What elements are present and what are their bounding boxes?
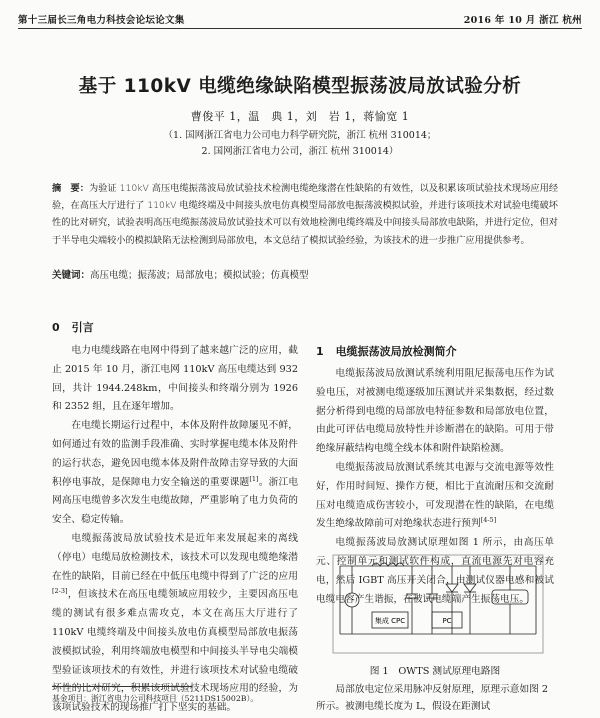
affiliation-1: （1. 国网浙江省电力公司电力科学研究院，浙江 杭州 310014； [163,130,437,141]
funding-footnote: 基金项目：浙江省电力公司科技项目（5211DS15002B）。 [52,694,259,703]
citation: [2-3] [52,587,68,596]
paragraph: 在电缆长期运行过程中，本体及附件故障屡见不鲜，如何通过有效的监测手段准确、实时掌握电缆本体及附件的运行状态，避免因电缆本体及附件故障击穿导致的大面积停电事故，是保障电力安全输送的重要课题[1]。浙江电网高压电缆曾多次发生电缆故障，严重影响了电力负荷的安全、稳定传输。 [52,420,299,526]
paragraph: 电缆振荡波局放测试系统其电源与交流电源等效性好，作用时间短、操作方便，相比于直流耐压和交流耐压对电缆造成伤害较小，可发现潜在性的缺陷，在电缆发生绝缘故障前可对绝缘状态进行预判[4-5] [316,461,554,530]
affiliation-2: 2. 国网浙江省电力公司，浙江 杭州 310014） [201,146,399,157]
keywords-label: 关键词： [52,270,91,281]
owts-circuit-diagram [332,554,544,654]
keywords-text: 高压电缆；振荡波；局部放电；模拟试验；仿真模型 [90,270,309,281]
paragraph: 电缆振荡波局放测试原理如图 1 所示，由高压单元、控制单元和测试软件构成，直流电源先对电容充电，然后 IGBT 高压开关闭合，由测试仪器电感和被试电缆电容产生谐振，在被试电缆端产生振荡电压。 [316,537,554,605]
header-date-place: 2016 年 10 月 浙江 杭州 [463,15,582,26]
dc-source-symbol [345,593,359,607]
right-column-continuation [316,681,554,715]
footnote-rule [52,686,192,687]
citation: [4-5] [480,516,497,525]
figure-label-pc: PC [442,617,452,625]
figure-label-supply: 集成 CPC [374,617,406,625]
running-header [18,10,582,28]
paragraph: 电缆振荡波局放试验技术是近年来发展起来的离线（停电）电缆局放检测技术，该技术可以发现电缆绝缘潜在性的缺陷，目前已经在中低压电缆中得到了广泛的应用[2-3]，但该技术在高压电缆领域应用较少，主要因高压电缆的测试有很多难点需攻克，本文在高压大厅进行了 110kV 电缆终端及中间接头放电仿真模型局部放电振荡波模拟试验，利用终端放电模型和中间接头半导电尖端模型验证该项技术的有效性，并进行该项技术对试验电缆破坏性的比对研究，积累该项试验技术现场应用的经验，为该项试验技术的现场推广打下坚实的基础。 [52,532,298,714]
cable-under-test [492,590,528,604]
citation: [1] [249,474,259,483]
inductor-symbol [372,563,404,566]
abstract [52,180,558,249]
abstract-text: 为验证 110kV 高压电缆振荡波局放试验技术检测电缆绝缘潜在性缺陷的有效性，以及积累该项试验技术现场应用经验，在高压大厅进行了 110kV 电缆终端及中间接头放电仿真模型局部放电振荡波模拟试验，并进行该项技术对试验电缆破坏性的比对研究，试验表明高压电缆振荡波局放试验技术可以有效地检测电缆终端及中间接头局部放电缺陷，并进行定位，但对于半导电尖端较小的模拟缺陷无法检测到局部放电，本文总结了模拟试验经验，为该技术的进一步推广应用提供参考。 [52,183,559,246]
section-1-heading [316,344,554,364]
paragraph: 电缆振荡波局放测试系统利用阻尼振荡电压作为试验电压，对被测电缆逐级加压测试并采集数据，经过数据分析得到电缆的局部放电特征参数和局部放电位置，由此可评估电缆局放特性并诊断潜在的缺陷。可用于带绝缘屏蔽结构电缆全线本体和附件缺陷检测。 [316,368,554,455]
header-rule [18,28,582,29]
abstract-label: 摘 要： [52,183,89,194]
section-number: 0 [52,321,60,334]
left-column [52,321,299,718]
section-title: 电缆振荡波局放检测简介 [335,345,457,358]
section-0-heading [52,320,298,340]
paper-title: 基于 110kV 电缆绝缘缺陷模型振荡波局放试验分析 [78,76,522,97]
authors: 曹俊平 1，温 典 1，刘 岩 1，蒋愉宽 1 [190,110,410,123]
paragraph: 局部放电定位采用脉冲反射原理，原理示意如图 2 所示。被测电缆长度为 L，假设在距测试 [316,684,549,712]
header-proceedings: 第十三届长三角电力科技会论坛论文集 [18,15,185,26]
figure-caption: 图 1 OWTS 测试原理电路图 [369,666,501,677]
keywords [52,267,558,281]
paragraph: 电力电缆线路在电网中得到了越来越广泛的应用，截止 2015 年 10 月，浙江电网 110kV 高压电缆达到 932 回，共计 1944.248km，中间接头和终端分别为 1926 和 2352 组，且在逐年增加。 [52,345,298,413]
section-title: 引言 [71,321,94,334]
section-number: 1 [316,345,324,358]
